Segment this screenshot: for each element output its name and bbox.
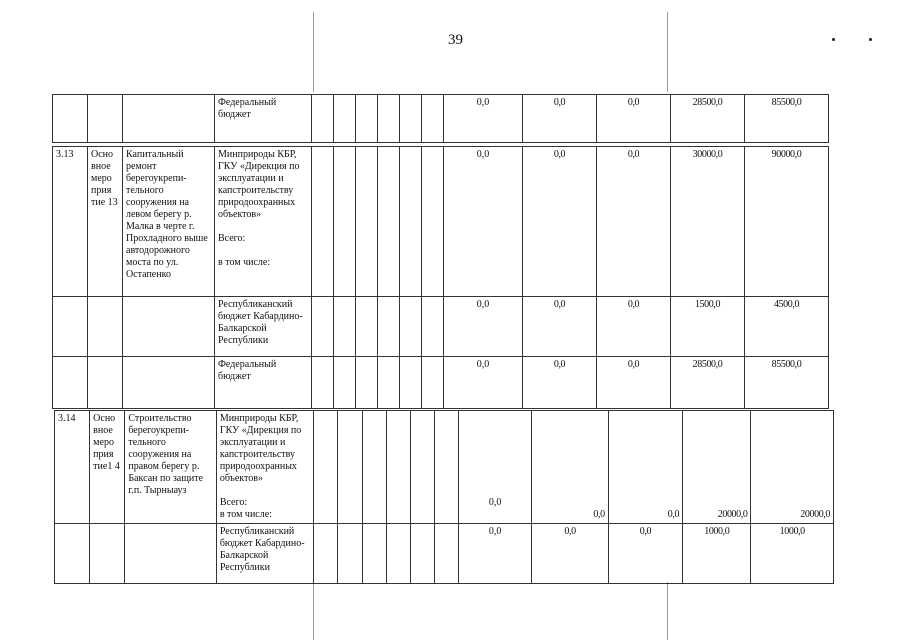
total-label: Всего: [218, 233, 246, 244]
budget-table-continuation [52, 94, 829, 143]
table-row [55, 411, 834, 524]
empty-cell [314, 411, 338, 524]
table-row [55, 524, 834, 584]
empty-cell [422, 147, 444, 297]
including-label: в том числе: [218, 257, 271, 268]
empty-cell [312, 297, 334, 357]
value-cell: 0,0 [458, 524, 531, 584]
empty-cell [334, 297, 356, 357]
empty-cell [378, 297, 400, 357]
empty-cell [362, 524, 386, 584]
scan-dot [869, 38, 872, 41]
empty-cell [334, 147, 356, 297]
row-name [125, 524, 216, 584]
row-number [55, 524, 90, 584]
value-cell: 0,0 [523, 147, 597, 297]
empty-cell [338, 411, 362, 524]
empty-cell [378, 95, 400, 143]
source-text: Минприроды КБР, ГКУ «Дирекция по эксплуатации и капстроительству природоохранных объектов» [219, 413, 302, 484]
value-cell: 1500,0 [671, 297, 745, 357]
table-row [53, 95, 829, 143]
value-cell: 0,0 [444, 147, 523, 297]
budget-table-3-13 [52, 146, 829, 409]
row-source: Федеральный бюджет [215, 95, 312, 143]
value-cell: 28500,0 [671, 357, 745, 409]
value-cell: 90000,0 [745, 147, 829, 297]
empty-cell [356, 95, 378, 143]
empty-cell [362, 411, 386, 524]
empty-cell [410, 524, 434, 584]
value-cell: 0,0 [444, 297, 523, 357]
row-type [88, 297, 123, 357]
row-number: 3.14 [55, 411, 90, 524]
value-cell: 0,0 [444, 357, 523, 409]
value-cell: 4500,0 [745, 297, 829, 357]
empty-cell [356, 357, 378, 409]
scan-line [313, 582, 314, 640]
empty-cell [400, 357, 422, 409]
scan-line [313, 12, 314, 92]
including-label: в том числе: [219, 509, 272, 520]
row-name: Капитальный ремонт берегоукрепи- тельного сооружения на левом берегу р. Малка в черте г. Прохладного выше автодорожного моста по ул. Остапенко [123, 147, 215, 297]
empty-cell [422, 297, 444, 357]
empty-cell [312, 147, 334, 297]
page-number: 39 [448, 32, 463, 48]
empty-cell [400, 95, 422, 143]
value-cell: 1000,0 [751, 524, 834, 584]
table-row [53, 297, 829, 357]
value-cell: 0,0 [523, 297, 597, 357]
value-cell: 28500,0 [671, 95, 745, 143]
row-name [123, 297, 215, 357]
empty-cell [386, 524, 410, 584]
value-cell: 0,0 [532, 524, 608, 584]
value-cell: 0,0 [597, 297, 671, 357]
empty-cell [378, 357, 400, 409]
total-label: Всего: [219, 497, 248, 508]
empty-cell [400, 147, 422, 297]
empty-cell [422, 357, 444, 409]
row-source [216, 411, 314, 524]
empty-cell [312, 95, 334, 143]
empty-cell [378, 147, 400, 297]
row-source: Федеральный бюджет [215, 357, 312, 409]
row-source [215, 147, 312, 297]
row-type [90, 524, 125, 584]
value-cell: 0,0 [597, 95, 671, 143]
row-type: Осно вное меро прия тие1 4 [90, 411, 125, 524]
empty-cell [400, 297, 422, 357]
value-cell: 20000,0 [751, 411, 834, 524]
row-number [53, 297, 88, 357]
value-cell: 0,0 [608, 524, 682, 584]
empty-cell [314, 524, 338, 584]
budget-table-3-14 [54, 410, 834, 584]
empty-cell [338, 524, 362, 584]
row-source: Республиканский бюджет Кабардино- Балкарской Республики [215, 297, 312, 357]
row-number [53, 357, 88, 409]
empty-cell [434, 524, 458, 584]
scan-line [667, 12, 668, 92]
row-type: Осно вное меро прия тие 13 [88, 147, 123, 297]
row-name [123, 95, 215, 143]
row-type [88, 95, 123, 143]
value-cell: 1000,0 [683, 524, 751, 584]
value-cell: 0,0 [458, 411, 531, 524]
row-name: Строительство берегоукрепи- тельного сооружения на правом берегу р. Баксан по защите г.п. Тырныауз [125, 411, 216, 524]
empty-cell [334, 95, 356, 143]
value-cell: 0,0 [597, 147, 671, 297]
value-cell: 0,0 [444, 95, 523, 143]
row-source: Республиканский бюджет Кабардино- Балкарской Республики [216, 524, 314, 584]
scan-dot [832, 38, 835, 41]
row-number [53, 95, 88, 143]
empty-cell [356, 297, 378, 357]
value-cell: 0,0 [523, 95, 597, 143]
value-cell: 85500,0 [745, 357, 829, 409]
value-cell: 0,0 [523, 357, 597, 409]
value-cell: 85500,0 [745, 95, 829, 143]
row-type [88, 357, 123, 409]
scan-line [667, 582, 668, 640]
value-cell: 20000,0 [683, 411, 751, 524]
value-cell: 30000,0 [671, 147, 745, 297]
value-cell: 0,0 [597, 357, 671, 409]
empty-cell [410, 411, 434, 524]
table-row [53, 357, 829, 409]
row-number: 3.13 [53, 147, 88, 297]
source-text: Минприроды КБР, ГКУ «Дирекция по эксплуатации и капстроительству природоохранных объектов» [218, 149, 300, 220]
empty-cell [422, 95, 444, 143]
empty-cell [434, 411, 458, 524]
table-row [53, 147, 829, 297]
empty-cell [334, 357, 356, 409]
value-cell: 0,0 [532, 411, 608, 524]
row-name [123, 357, 215, 409]
empty-cell [312, 357, 334, 409]
empty-cell [386, 411, 410, 524]
value-cell: 0,0 [608, 411, 682, 524]
empty-cell [356, 147, 378, 297]
